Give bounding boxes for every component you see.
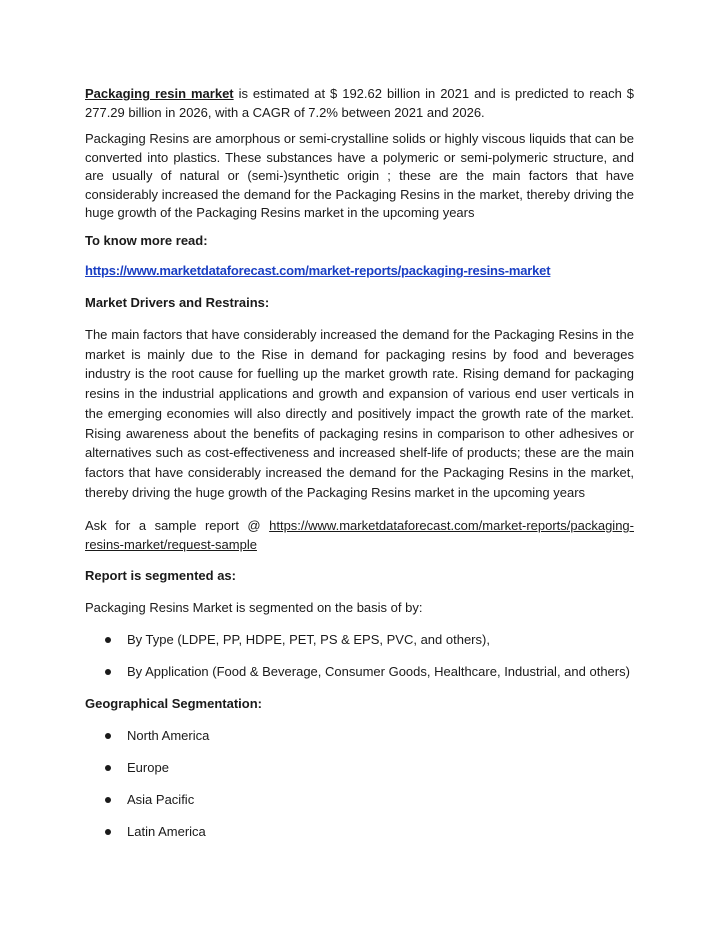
list-item-label: Europe [127, 760, 169, 775]
drivers-heading: Market Drivers and Restrains: [85, 295, 270, 310]
geography-heading: Geographical Segmentation: [85, 696, 262, 711]
bullet-icon [105, 733, 111, 739]
list-item-label: By Application (Food & Beverage, Consumer Goods, Healthcare, Industrial, and others) [127, 664, 630, 679]
list-item [105, 759, 169, 777]
bullet-icon [105, 797, 111, 803]
know-more-heading: To know more read: [85, 233, 208, 248]
bullet-icon [105, 765, 111, 771]
list-item-label: Latin America [127, 824, 206, 839]
intro-text: is estimated at $ 192.62 billion in 2021 and is predicted to reach $ 277.29 billion in 2026, with a CAGR of 7.2% between 2021 and 2026. [85, 86, 634, 120]
list-item [105, 631, 490, 649]
list-item [105, 791, 194, 809]
drivers-paragraph: The main factors that have considerably increased the demand for the Packaging Resins in the market is mainly due to the Rise in demand for packaging resins by food and beverages industry is the root cause for fuelling up the market growth rate. Rising demand for packaging resins in the industrial applications and growth and expansion of various end user verticals in the emerging economies will also directly and positively impact the growth rate of the market. Rising awareness about the benefits of packaging resins in comparison to other adhesives or alternatives such as cost-effectiveness and increased shelf-life of products; these are the main factors that have considerably increased the demand for the Packaging Resins in the market, thereby driving the huge growth of the Packaging Resins market in the upcoming years [85, 327, 634, 500]
segmentation-heading: Report is segmented as: [85, 568, 236, 583]
intro-paragraph [85, 84, 634, 122]
list-item-label: North America [127, 728, 210, 743]
bullet-icon [105, 829, 111, 835]
sample-prefix: Ask for a sample report @ [85, 518, 270, 533]
report-link[interactable]: https://www.marketdataforecast.com/market-reports/packaging-resins-market [85, 263, 551, 278]
list-item-label: Asia Pacific [127, 792, 195, 807]
packaging-resin-market-link[interactable]: Packaging resin market [85, 86, 234, 101]
sample-report-link[interactable]: https://www.marketdataforecast.com/market-reports/packaging-resins-market/request-sample [85, 518, 634, 552]
list-item [105, 727, 209, 745]
list-item [105, 663, 630, 681]
list-item [105, 823, 206, 841]
bullet-icon [105, 669, 111, 675]
segmentation-text: Packaging Resins Market is segmented on the basis of by: [85, 600, 423, 615]
sample-request-paragraph [85, 516, 634, 554]
list-item-label: By Type (LDPE, PP, HDPE, PET, PS & EPS, PVC, and others), [127, 632, 490, 647]
overview-paragraph: Packaging Resins are amorphous or semi-crystalline solids or highly viscous liquids that can be converted into plastics. These substances have a polymeric or semi-polymeric structure, and are usually of natural or (semi-)synthetic origin ; these are the main factors that have considerably increased the demand for the Packaging Resins in the market, thereby driving the huge growth of the Packaging Resins market in the upcoming years [85, 131, 634, 220]
bullet-icon [105, 637, 111, 643]
